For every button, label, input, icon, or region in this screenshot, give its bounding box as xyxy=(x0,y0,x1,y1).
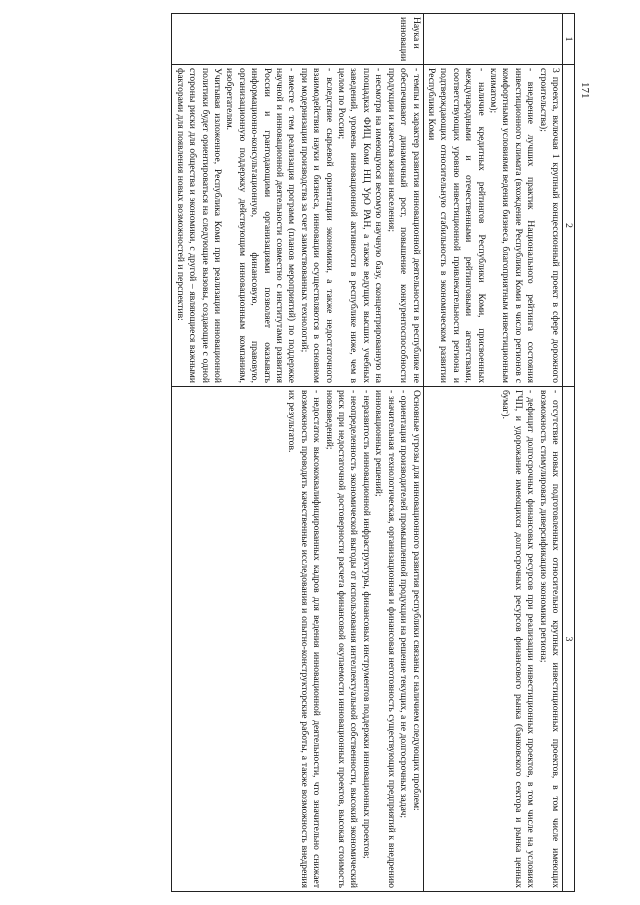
opportunities-cell xyxy=(172,65,423,387)
paragraph: - отсутствие новых подготовленных относительно крупных инвестиционных проектов, в том числе имеющих возможность стимулировать диверсификацию экономики региона; xyxy=(537,390,561,889)
paragraph: - значительная технологическая, организационная и финансовая неготовность существующих предприятий к внедрению инновационных решений; xyxy=(373,390,397,889)
section-cell xyxy=(423,14,562,65)
column-header: 2 xyxy=(563,65,575,387)
paragraph: - дефицит долгосрочных финансовых ресурсов при реализации инвестиционных проектов, в том числе на условиях ГЧП, и удорожание имеющихся долгосрочных ресурсов финансового рынка (банковского сектора и рынка ценных бумаг). xyxy=(500,390,537,889)
paragraph: Основные угрозы для инновационного развития республики связаны с наличием следующих проблем: xyxy=(410,390,422,811)
paragraph: - темпы и характер развития инновационной деятельности в республике не обеспечивают динамичный рост, повышение конкурентоспособности продукции и качества жизни населения; xyxy=(385,68,422,383)
paragraph: - несмотря на имеющуюся весомую научную базу, сконцентрированную на площадках ФИЦ Коми НЦ УрО РАН, а также ведущих высших учебных заведений, уровень инновационной активности в республике ниже, чем в целом по России; xyxy=(336,68,385,383)
section-cell: Наука и инновации xyxy=(172,14,423,65)
table-row xyxy=(172,14,423,892)
paragraph: Учитывая изложенное, Республика Коми при реализации инновационной политики будет ориентироваться на следующие вызовы, создающие с одной стороны риски для общества и экономики, с другой – являющиеся важными факторами для появления новых возможностей и перспектив: xyxy=(174,68,224,383)
paragraph: - наличие кредитных рейтингов Республики Коми, присвоенных международными и отечественными рейтинговыми агентствами, соответствующих уровню инвестиционной привлекательности региона и подтверждающих относительную стабильность в экономическом развитии Республики Коми xyxy=(425,68,487,383)
column-header: 3 xyxy=(563,387,575,892)
paragraph: - недостаток высококвалифицированных кадров для ведения инновационной деятельности, что значительно снижает возможность проводить качественные исследования и опытно-конструкторские работы, а также возможность внедрения их результатов. xyxy=(286,390,323,889)
paragraph: - вследствие сырьевой ориентации экономики, а также недостаточного взаимодействия науки и бизнеса, инновации осуществляются в основном при модернизации производства за счет заимствованных технологий; xyxy=(298,68,335,383)
paragraph: - вместе с тем реализация программ (планов мероприятий) по поддержке научной и инновационной деятельности совместно с институтами развития России и грантодающими организациями позволяет оказывать информационно-консультационную, финансовую, правовую, организационную поддержку действующим инновационным компаниям, изобретателям. xyxy=(224,68,298,383)
paragraph: - неопределенность экономической выгоды от использования интеллектуальной собственности, высокий экономический риск при недостаточной достоверности расчета финансовой окупаемости инновационных проектов, высокая стоимость нововведений; xyxy=(323,390,360,889)
column-header: 1 xyxy=(563,14,575,65)
paragraph: - внедрение лучших практик Национального рейтинга состояния инвестиционного климата (вхождение Республики Коми в число регионов с комфортными условиями ведения бизнеса, благоприятным инвестиционным климатом); xyxy=(487,68,537,383)
content-table xyxy=(171,13,575,892)
paragraph: - неразвитость инновационной инфраструктуры, финансовых инструментов поддержки инновационных проектов; xyxy=(360,390,372,859)
paragraph: 3 проекта, включая 1 крупный концессионный проект в сфере дорожного строительства); xyxy=(537,68,561,383)
threats-cell xyxy=(172,387,423,892)
paragraph: - ориентация производителей промышленной продукции на решение текущих, а не долгосрочных задач; xyxy=(398,390,410,819)
opportunities-cell xyxy=(423,65,562,387)
table-row xyxy=(423,14,562,892)
page-number: 171 xyxy=(579,82,591,99)
rotated-page-content xyxy=(37,13,597,891)
table-header-row xyxy=(563,14,575,892)
threats-cell xyxy=(423,387,562,892)
